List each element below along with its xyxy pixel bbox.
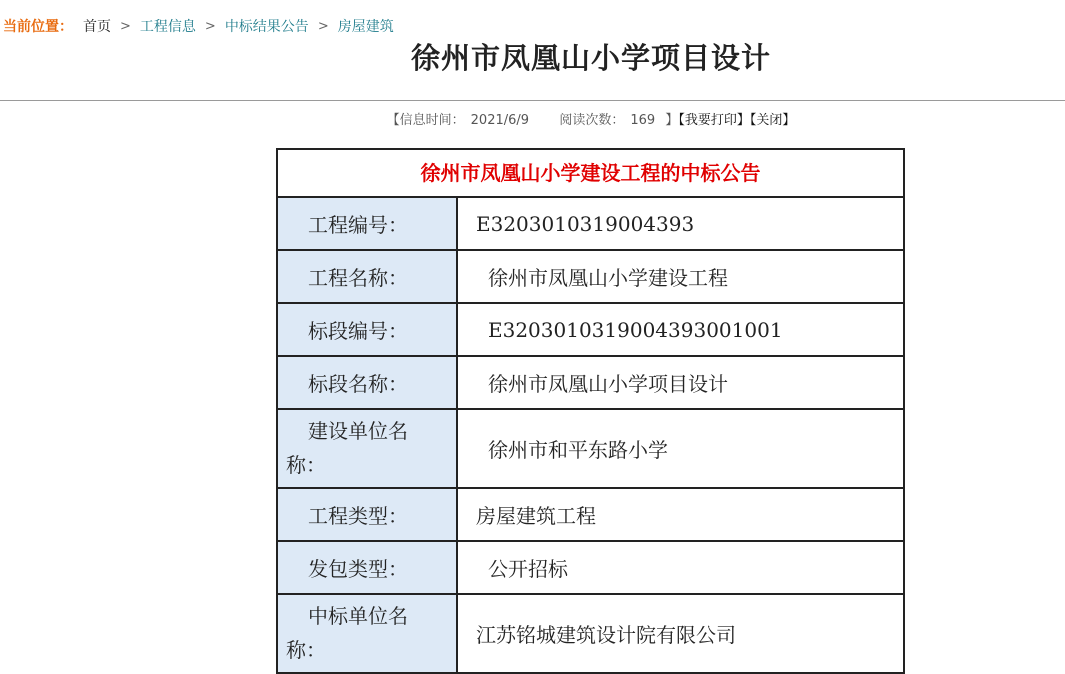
info-time-label: 信息时间： (399, 113, 465, 128)
row-label: 工程编号： (278, 198, 458, 249)
table-row (278, 410, 903, 489)
close-link[interactable]: 【关闭】 (749, 113, 796, 128)
row-label: 工程类型： (278, 489, 458, 540)
read-count-label: 阅读次数： (559, 113, 625, 128)
chevron-right-icon: > (317, 18, 329, 34)
breadcrumb (3, 15, 394, 37)
breadcrumb-project-info-link[interactable]: 工程信息 (139, 19, 196, 35)
table-row (278, 357, 903, 410)
row-value: 房屋建筑工程 (458, 489, 903, 540)
breadcrumb-award-results-link[interactable]: 中标结果公告 (224, 19, 309, 35)
info-meta-bar (0, 109, 1065, 128)
read-count-value: 169 (630, 113, 656, 128)
table-row (278, 542, 903, 595)
table-row (278, 198, 903, 251)
breadcrumb-home-link[interactable]: 首页 (83, 19, 111, 35)
info-time-value: 2021/6/9 (470, 113, 530, 128)
row-label: 建设单位名称： (278, 410, 458, 487)
meta-open-bracket: 【 (386, 113, 400, 128)
row-label: 发包类型： (278, 542, 458, 593)
row-label: 标段编号： (278, 304, 458, 355)
row-value: 徐州市凤凰山小学建设工程 (458, 251, 903, 302)
table-row (278, 489, 903, 542)
divider (0, 100, 1065, 101)
row-label: 工程名称： (278, 251, 458, 302)
chevron-right-icon: > (120, 18, 131, 34)
table-row (278, 251, 903, 304)
row-label: 中标单位名称： (278, 595, 458, 672)
table-row (278, 304, 903, 357)
table-row (278, 595, 903, 674)
announcement-title: 徐州市凤凰山小学建设工程的中标公告 (278, 150, 903, 198)
row-value: 徐州市和平东路小学 (458, 410, 903, 487)
breadcrumb-housing-construction-link[interactable]: 房屋建筑 (337, 19, 394, 35)
breadcrumb-label: 当前位置： (3, 19, 73, 35)
award-announcement-table (276, 148, 905, 674)
row-value: 公开招标 (458, 542, 903, 593)
row-value: 江苏铭城建筑设计院有限公司 (458, 595, 903, 672)
page-title: 徐州市凤凰山小学项目设计 (410, 41, 771, 75)
row-value: E3203010319004393 (458, 198, 903, 249)
row-value: 徐州市凤凰山小学项目设计 (458, 357, 903, 408)
row-label: 标段名称： (278, 357, 458, 408)
row-value: E3203010319004393001001 (458, 304, 903, 355)
chevron-right-icon: > (204, 18, 216, 34)
meta-close-bracket: 】 (665, 113, 679, 128)
print-link[interactable]: 【我要打印】 (678, 113, 750, 128)
